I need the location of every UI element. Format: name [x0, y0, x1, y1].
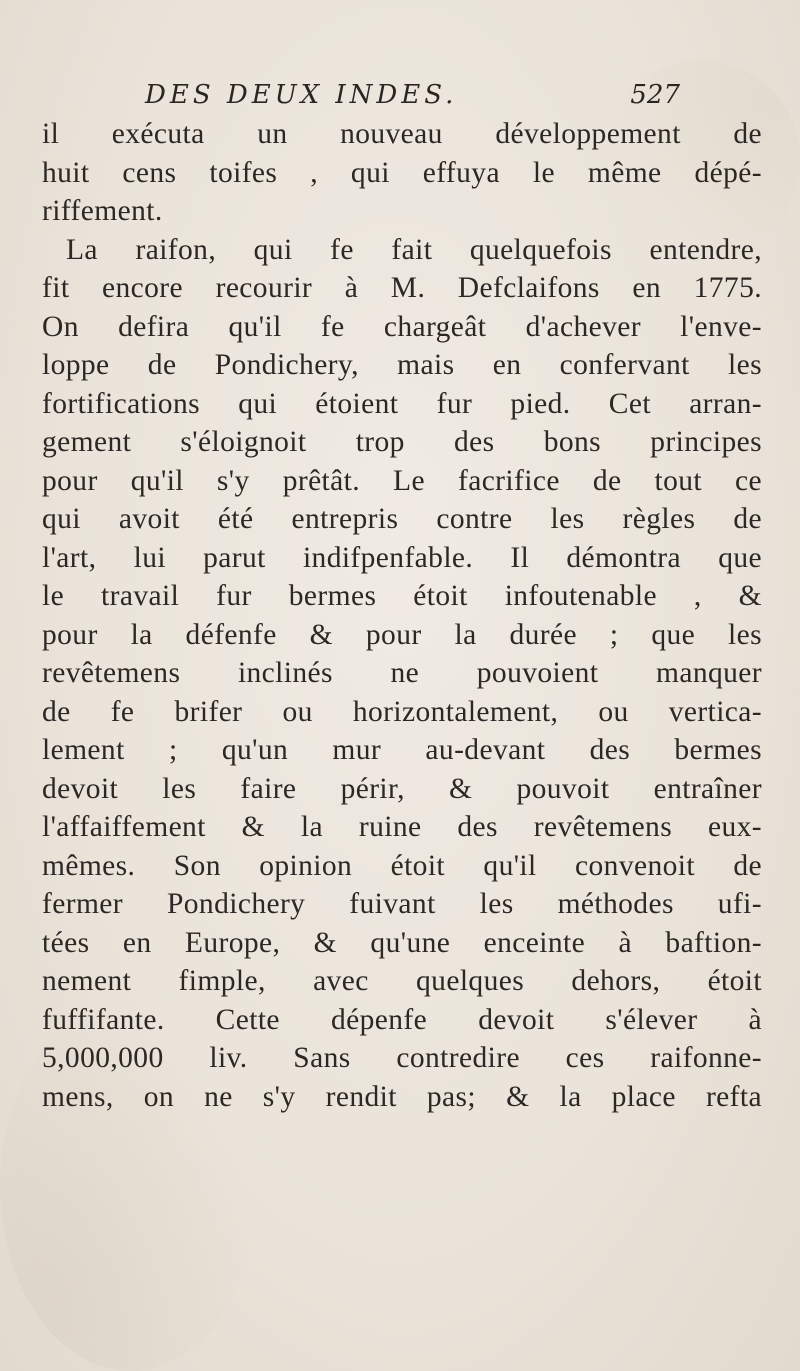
text-line: pour qu'il s'y prêtât. Le facrifice de tout ce	[42, 464, 762, 497]
running-head	[145, 80, 685, 120]
text-line: loppe de Pondichery, mais en confervant les	[42, 349, 762, 381]
text-line: La raifon, qui fe fait quelquefois entendre,	[66, 233, 762, 266]
text-line: lement ; qu'un mur au-devant des bermes	[42, 734, 762, 766]
text-line: qui avoit été entrepris contre les règles de	[42, 503, 762, 535]
text-line: fit encore recourir à M. Defclaifons en 1775.	[42, 272, 762, 304]
text-line: riffement.	[42, 195, 163, 227]
text-line: l'affaiffement & la ruine des revêtemens eux-	[42, 811, 762, 843]
text-line: tées en Europe, & qu'une enceinte à baftion-	[42, 926, 762, 959]
page-number: 527	[630, 80, 680, 110]
text-line: huit cens toifes , qui effuya le même dépé-	[42, 156, 762, 189]
text-line: l'art, lui parut indifpenfable. Il démontra que	[42, 541, 762, 574]
text-line: fortifications qui étoient fur pied. Cet arran-	[42, 387, 762, 420]
text-line: devoit les faire périr, & pouvoit entraîner	[42, 772, 762, 805]
text-line: le travail fur bermes étoit infoutenable , &	[42, 580, 762, 612]
text-line: On defira qu'il fe chargeât d'achever l'enve-	[42, 310, 762, 343]
text-line: fermer Pondichery fuivant les méthodes ufi-	[42, 888, 762, 920]
text-line: mêmes. Son opinion étoit qu'il convenoit de	[42, 849, 762, 882]
body-text	[42, 115, 762, 1116]
text-line: 5,000,000 liv. Sans contredire ces raifonne-	[42, 1042, 762, 1074]
text-line: il exécuta un nouveau développement de	[42, 118, 762, 150]
text-line: gement s'éloignoit trop des bons principes	[42, 426, 762, 458]
text-line: nement fimple, avec quelques dehors, étoit	[42, 965, 762, 997]
text-line: de fe brifer ou horizontalement, ou vertica-	[42, 695, 762, 728]
text-line: revêtemens inclinés ne pouvoient manquer	[42, 657, 762, 689]
text-line: pour la défenfe & pour la durée ; que les	[42, 618, 762, 651]
text-line: mens, on ne s'y rendit pas; & la place refta	[42, 1080, 762, 1113]
text-line: fuffifante. Cette dépenfe devoit s'élever à	[42, 1003, 762, 1036]
running-head-title: DES DEUX INDES.	[145, 80, 458, 110]
